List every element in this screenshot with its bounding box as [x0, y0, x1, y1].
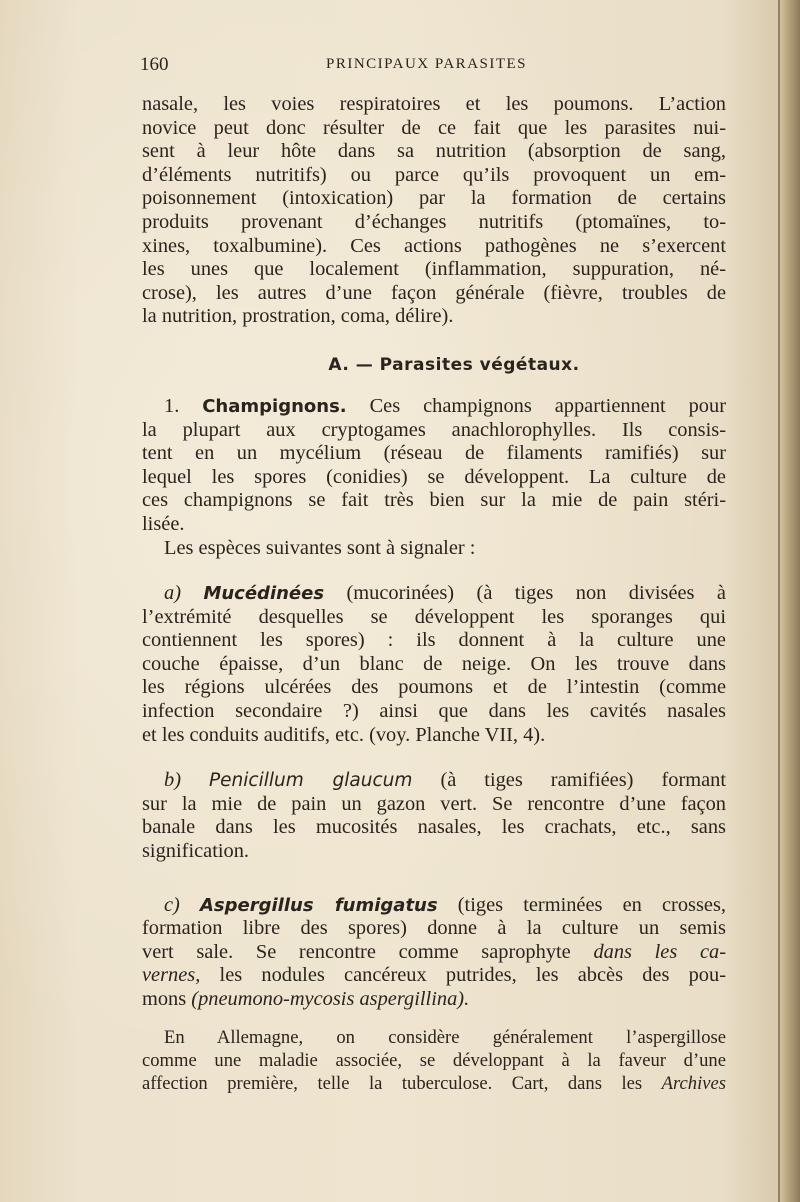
text-line: [142, 769, 726, 793]
text-line: d’éléments nutritifs) ou parce qu’ils provoquent un em-: [142, 163, 726, 186]
text-line: Les espèces suivantes sont à signaler :: [164, 536, 476, 559]
text-line: comme une maladie associée, se développant à la faveur d’une: [142, 1049, 726, 1071]
text-line: formation libre des spores) donne à la culture un semis: [142, 917, 726, 940]
text-line: crose), les autres d’une façon générale (fièvre, troubles de: [142, 281, 726, 304]
text-line: banale dans les mucosités nasales, les crachats, etc., sans: [142, 816, 726, 839]
page-binding-edge: [778, 0, 800, 1202]
body-text: [142, 93, 726, 1095]
text-line: l’extrémité desquelles se développent les sporanges qui: [142, 605, 726, 628]
term-penicillum: Penicillum glaucum: [209, 770, 413, 792]
text-line: sent à leur hôte dans sa nutrition (absorption de sang,: [142, 140, 726, 163]
line-text-italic: Archives: [661, 1072, 726, 1094]
text-line: lequel les spores (conidies) se développent. La culture de: [142, 465, 726, 488]
line-text: (tiges terminées en crosses,: [457, 893, 726, 916]
line-text: (mucorinées) (à tiges non divisées à: [346, 582, 726, 605]
text-line: les unes que localement (inflammation, suppuration, né-: [142, 258, 726, 281]
page-header: [140, 54, 728, 82]
line-text: Ces champignons appartiennent pour: [369, 394, 726, 417]
text-line: les régions ulcérées des poumons et de l’intestin (comme: [142, 676, 726, 699]
text-line: novice peut donc résulter de ce fait que les parasites nui-: [142, 116, 726, 139]
page-number: 160: [140, 54, 169, 75]
line-text: affection première, telle la tuberculose. Cart, dans les: [142, 1072, 643, 1094]
line-text: (à tiges ramifiées) formant: [440, 769, 727, 792]
term-aspergillus: Aspergillus fumigatus: [200, 894, 438, 916]
text-line: xines, toxalbumine). Ces actions pathogènes ne s’exercent: [142, 234, 726, 257]
text-line: infection secondaire ?) ainsi que dans les cavités nasales: [142, 700, 726, 723]
text-line: lisée.: [142, 512, 185, 535]
item-a-paragraph: [142, 582, 726, 747]
item-letter: a): [164, 582, 181, 605]
text-line: la nutrition, prostration, coma, délire).: [142, 305, 454, 328]
text-line: [142, 1072, 726, 1095]
text-line: et les conduits auditifs, etc. (voy. Planche VII, 4).: [142, 723, 546, 746]
text-line: [142, 941, 726, 965]
line-text: mons: [142, 988, 187, 1010]
text-line: la plupart aux cryptogames anachlorophylles. Ils consis-: [142, 418, 726, 441]
note-paragraph: [142, 1026, 726, 1095]
text-line: ces champignons se fait très bien sur la mie de pain stéri-: [142, 489, 726, 512]
page-edge-line: [778, 0, 780, 1202]
running-head: PRINCIPAUX PARASITES: [326, 56, 528, 72]
section-heading: A. — Parasites végétaux.: [328, 354, 580, 375]
line-text-italic: (pneumono-mycosis aspergillina).: [191, 988, 470, 1010]
line-text: les nodules cancéreux putrides, les abcès des pou-: [219, 964, 726, 987]
champignons-paragraph: [142, 395, 726, 560]
text-line: [142, 988, 726, 1012]
line-text-italic: vernes,: [142, 964, 201, 987]
text-line: signification.: [142, 840, 250, 863]
item-letter: c): [164, 893, 180, 916]
text-line: couche épaisse, d’un blanc de neige. On les trouve dans: [142, 652, 726, 675]
intro-paragraph: [142, 93, 726, 329]
term-champignons: Champignons.: [202, 395, 347, 417]
text-line: contiennent les spores) : ils donnent à la culture une: [142, 629, 726, 652]
item-number: 1.: [164, 394, 180, 417]
term-mucedinees: Mucédinées: [203, 583, 325, 605]
text-line: produits provenant d’échanges nutritifs (ptomaïnes, to-: [142, 210, 726, 233]
line-text: vert sale. Se rencontre comme saprophyte: [142, 940, 571, 963]
text-line: tent en un mycélium (réseau de filaments ramifiés) sur: [142, 442, 726, 465]
text-line: poisonnement (intoxication) par la formation de certains: [142, 187, 726, 210]
item-letter: b): [164, 769, 181, 792]
item-c-paragraph: [142, 894, 726, 1012]
item-b-paragraph: [142, 769, 726, 863]
text-line: En Allemagne, on considère généralement l’aspergillose: [164, 1026, 726, 1048]
text-line: [142, 964, 726, 988]
text-line: nasale, les voies respiratoires et les poumons. L’action: [142, 93, 726, 115]
text-line: [142, 395, 726, 419]
text-line: [142, 582, 726, 606]
text-line: sur la mie de pain un gazon vert. Se rencontre d’une façon: [142, 792, 726, 815]
text-line: [142, 894, 726, 918]
line-text-italic: dans les ca-: [593, 940, 726, 963]
